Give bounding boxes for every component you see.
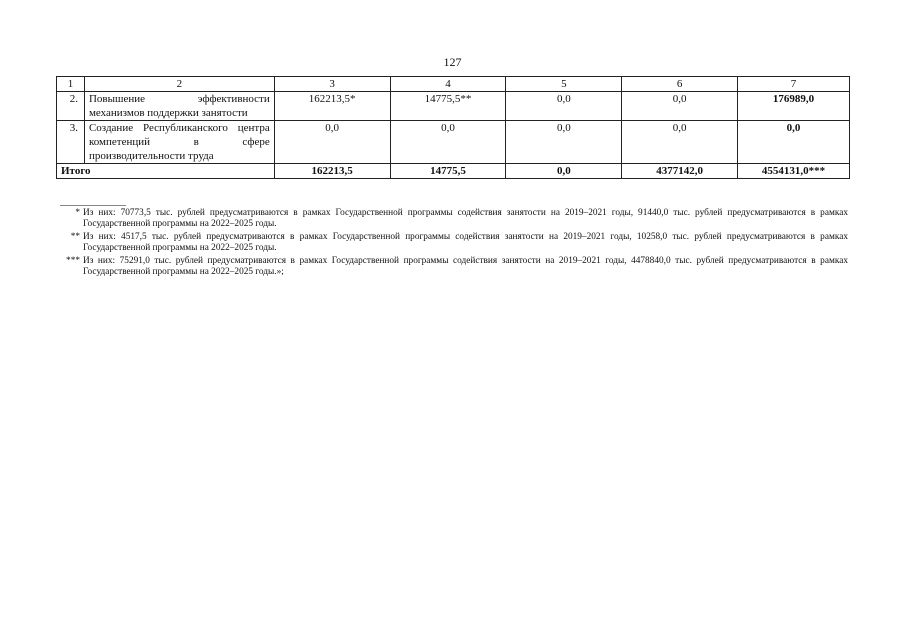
cell-value: 0,0 bbox=[390, 121, 506, 164]
total-value: 4377142,0 bbox=[622, 164, 738, 179]
footnote-divider bbox=[60, 205, 126, 206]
footnotes bbox=[56, 208, 848, 280]
footnote-text: Из них: 75291,0 тыс. рублей предусматриваются в рамках Государственной программы содействия занятости на 2019–2021 годы, 4478840,0 тыс. рублей предусматриваются в рамках Государственной программы на 2022–2025 годы.»; bbox=[83, 256, 848, 277]
footnote bbox=[56, 208, 848, 230]
cell-value: 0,0 bbox=[622, 92, 738, 121]
column-number-header: 2 bbox=[84, 77, 274, 92]
cell-value: 162213,5* bbox=[274, 92, 390, 121]
cell-value: 0,0 bbox=[506, 92, 622, 121]
row-total-value: 0,0 bbox=[738, 121, 850, 164]
footnote-text: Из них: 70773,5 тыс. рублей предусматриваются в рамках Государственной программы содействия занятости на 2019–2021 годы, 91440,0 тыс. рублей предусматриваются в рамках Государственной программы на 2022–2025 годы. bbox=[83, 208, 848, 229]
column-number-header: 4 bbox=[390, 77, 506, 92]
table-row bbox=[57, 92, 850, 121]
column-number-header: 7 bbox=[738, 77, 850, 92]
footnote-mark: ** bbox=[70, 232, 80, 242]
footnote bbox=[56, 232, 848, 254]
grand-total-value: 4554131,0*** bbox=[738, 164, 850, 179]
column-number-header: 6 bbox=[622, 77, 738, 92]
row-index: 3. bbox=[57, 121, 85, 164]
column-number-header: 3 bbox=[274, 77, 390, 92]
cell-value: 0,0 bbox=[506, 121, 622, 164]
column-number-header: 1 bbox=[57, 77, 85, 92]
row-total-value: 176989,0 bbox=[738, 92, 850, 121]
row-name: Повышение эффективности механизмов поддержки занятости bbox=[84, 92, 274, 121]
total-label: Итого bbox=[57, 164, 275, 179]
column-number-header: 5 bbox=[506, 77, 622, 92]
row-name: Создание Республиканского центра компетенций в сфере производительности труда bbox=[84, 121, 274, 164]
page-number: 127 bbox=[443, 55, 462, 69]
budget-table bbox=[56, 76, 850, 179]
footnote-text: Из них: 4517,5 тыс. рублей предусматриваются в рамках Государственной программы содействия занятости на 2019–2021 годы, 10258,0 тыс. рублей предусматриваются в рамках Государственной программы на 2022–2025 годы. bbox=[83, 232, 848, 253]
cell-value: 14775,5** bbox=[390, 92, 506, 121]
row-index: 2. bbox=[57, 92, 85, 121]
footnote bbox=[56, 256, 848, 278]
total-value: 0,0 bbox=[506, 164, 622, 179]
cell-value: 0,0 bbox=[274, 121, 390, 164]
footnote-mark: *** bbox=[66, 256, 80, 266]
total-value: 162213,5 bbox=[274, 164, 390, 179]
table-row bbox=[57, 121, 850, 164]
cell-value: 0,0 bbox=[622, 121, 738, 164]
total-row bbox=[57, 164, 850, 179]
table-header-row bbox=[57, 77, 850, 92]
total-value: 14775,5 bbox=[390, 164, 506, 179]
footnote-mark: * bbox=[75, 208, 80, 218]
